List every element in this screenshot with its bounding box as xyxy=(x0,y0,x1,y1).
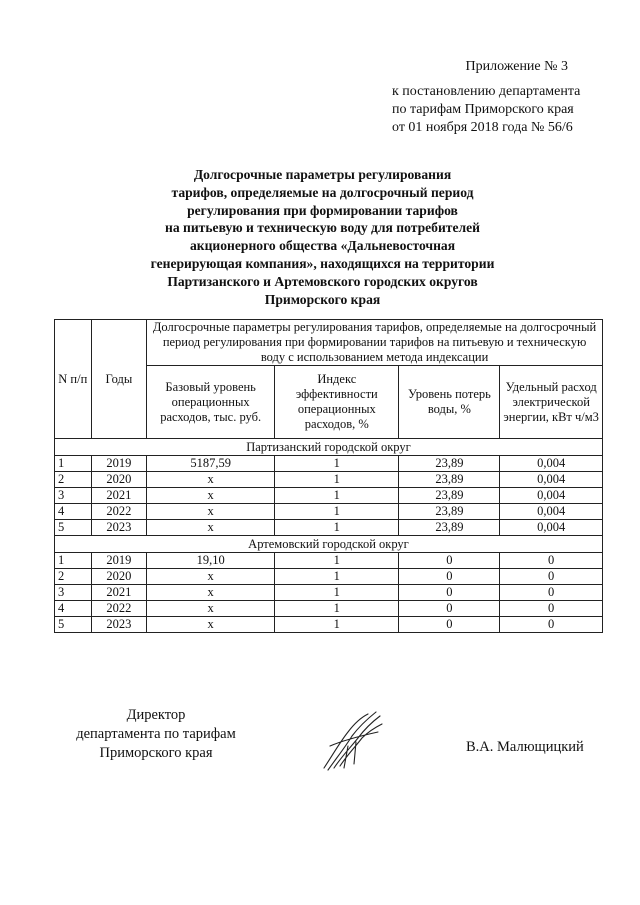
appendix-line: по тарифам Приморского края xyxy=(392,102,574,117)
title-line: на питьевую и техническую воду для потребителей xyxy=(164,220,480,236)
water-losses-cell: 0 xyxy=(399,617,500,633)
efficiency-index-cell: 1 xyxy=(275,569,399,585)
title-line: регулирования при формировании тарифов xyxy=(187,202,458,218)
water-losses-cell: 23,89 xyxy=(399,472,500,488)
row-number-cell: 4 xyxy=(55,504,92,520)
tariff-parameters-table xyxy=(54,319,603,633)
water-losses-cell: 0 xyxy=(399,585,500,601)
appendix-line: к постановлению департамента xyxy=(392,84,581,99)
row-number-cell: 1 xyxy=(55,456,92,472)
base-level-cell: х xyxy=(147,601,275,617)
position-line: Директор xyxy=(126,707,186,723)
title-line: тарифов, определяемые на долгосрочный период xyxy=(171,184,474,200)
row-number-cell: 1 xyxy=(55,553,92,569)
section-row xyxy=(55,439,603,456)
efficiency-index-cell: 1 xyxy=(275,617,399,633)
year-cell: 2019 xyxy=(91,456,147,472)
row-number-cell: 2 xyxy=(55,472,92,488)
power-consumption-cell: 0,004 xyxy=(500,488,603,504)
power-consumption-cell: 0 xyxy=(500,569,603,585)
position-line: департамента по тарифам xyxy=(76,726,236,742)
base-level-cell: 5187,59 xyxy=(147,456,275,472)
water-losses-cell: 0 xyxy=(399,553,500,569)
signatory-name: В.А. Малющицкий xyxy=(466,739,584,755)
signatory-position xyxy=(56,706,256,763)
title-line: генерирующая компания», находящихся на территории xyxy=(150,255,495,271)
header-years: Годы xyxy=(91,320,147,439)
power-consumption-cell: 0,004 xyxy=(500,504,603,520)
year-cell: 2023 xyxy=(91,617,147,633)
title-line: Приморского края xyxy=(264,291,381,307)
title-line: Партизанского и Артемовского городских округов xyxy=(167,273,478,289)
water-losses-cell: 23,89 xyxy=(399,488,500,504)
section-title: Партизанский городской округ xyxy=(55,439,603,456)
table-row xyxy=(55,553,603,569)
water-losses-cell: 23,89 xyxy=(399,456,500,472)
table-row xyxy=(55,601,603,617)
power-consumption-cell: 0,004 xyxy=(500,456,603,472)
base-level-cell: х xyxy=(147,569,275,585)
efficiency-index-cell: 1 xyxy=(275,520,399,536)
efficiency-index-cell: 1 xyxy=(275,553,399,569)
row-number-cell: 2 xyxy=(55,569,92,585)
title-line: Долгосрочные параметры регулирования xyxy=(193,167,452,182)
row-number-cell: 4 xyxy=(55,601,92,617)
table-row xyxy=(55,569,603,585)
power-consumption-cell: 0 xyxy=(500,553,603,569)
table-row xyxy=(55,504,603,520)
appendix-block xyxy=(384,58,616,137)
base-level-cell: х xyxy=(147,472,275,488)
row-number-cell: 5 xyxy=(55,617,92,633)
header-power-consumption: Удельный расход электрической энергии, кВт ч/м3 xyxy=(500,366,603,439)
efficiency-index-cell: 1 xyxy=(275,601,399,617)
table-row xyxy=(55,585,603,601)
efficiency-index-cell: 1 xyxy=(275,585,399,601)
year-cell: 2019 xyxy=(91,553,147,569)
position-line: Приморского края xyxy=(99,745,213,761)
appendix-line: от 01 ноября 2018 года № 56/6 xyxy=(392,120,573,135)
base-level-cell: х xyxy=(147,488,275,504)
header-number: N п/п xyxy=(55,320,92,439)
header-water-losses: Уровень потерь воды, % xyxy=(399,366,500,439)
base-level-cell: х xyxy=(147,585,275,601)
power-consumption-cell: 0,004 xyxy=(500,520,603,536)
appendix-title: Приложение № 3 xyxy=(465,59,568,74)
table-row xyxy=(55,488,603,504)
efficiency-index-cell: 1 xyxy=(275,504,399,520)
power-consumption-cell: 0 xyxy=(500,617,603,633)
handwritten-signature xyxy=(318,706,388,776)
year-cell: 2021 xyxy=(91,488,147,504)
year-cell: 2022 xyxy=(91,601,147,617)
header-base-level: Базовый уровень операционных расходов, тыс. руб. xyxy=(147,366,275,439)
title-line: акционерного общества «Дальневосточная xyxy=(189,238,456,254)
efficiency-index-cell: 1 xyxy=(275,472,399,488)
water-losses-cell: 23,89 xyxy=(399,520,500,536)
year-cell: 2021 xyxy=(91,585,147,601)
year-cell: 2022 xyxy=(91,504,147,520)
water-losses-cell: 0 xyxy=(399,601,500,617)
year-cell: 2023 xyxy=(91,520,147,536)
table-body xyxy=(55,439,603,633)
table-row xyxy=(55,472,603,488)
section-row xyxy=(55,536,603,553)
header-parameters-group: Долгосрочные параметры регулирования тарифов, определяемые на долгосрочный период регулирования при формировании тарифов на питьевую и техническую воду с использованием метода индексации xyxy=(147,320,603,366)
base-level-cell: х xyxy=(147,520,275,536)
water-losses-cell: 0 xyxy=(399,569,500,585)
document-title xyxy=(110,166,535,308)
table-row xyxy=(55,456,603,472)
section-title: Артемовский городской округ xyxy=(55,536,603,553)
year-cell: 2020 xyxy=(91,472,147,488)
water-losses-cell: 23,89 xyxy=(399,504,500,520)
efficiency-index-cell: 1 xyxy=(275,456,399,472)
base-level-cell: 19,10 xyxy=(147,553,275,569)
table-row xyxy=(55,520,603,536)
year-cell: 2020 xyxy=(91,569,147,585)
efficiency-index-cell: 1 xyxy=(275,488,399,504)
power-consumption-cell: 0 xyxy=(500,601,603,617)
base-level-cell: х xyxy=(147,617,275,633)
table-row xyxy=(55,617,603,633)
header-efficiency-index: Индекс эффективности операционных расходов, % xyxy=(275,366,399,439)
row-number-cell: 5 xyxy=(55,520,92,536)
power-consumption-cell: 0,004 xyxy=(500,472,603,488)
row-number-cell: 3 xyxy=(55,585,92,601)
power-consumption-cell: 0 xyxy=(500,585,603,601)
row-number-cell: 3 xyxy=(55,488,92,504)
base-level-cell: х xyxy=(147,504,275,520)
